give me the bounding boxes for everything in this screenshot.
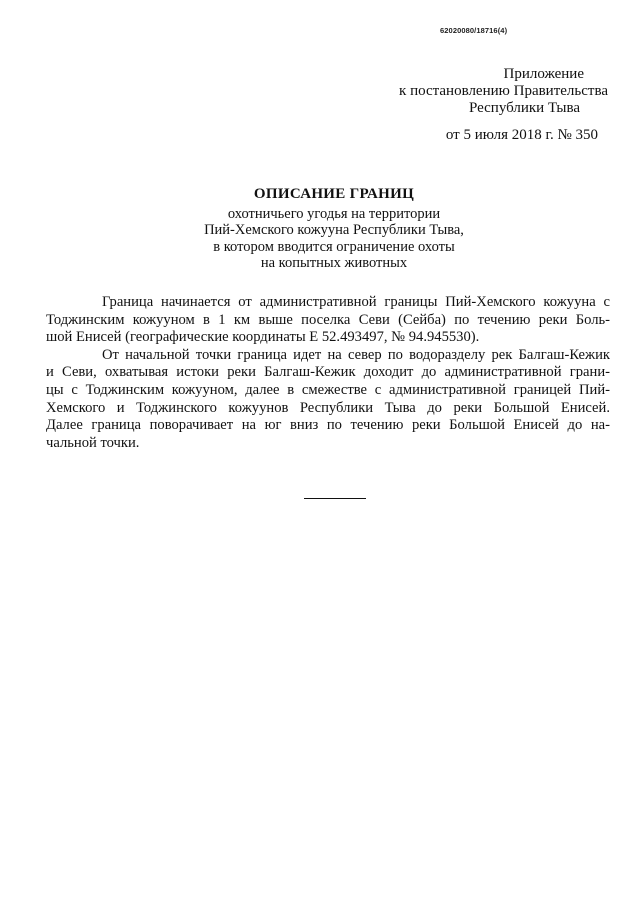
paragraph-line: и Севи, охватывая истоки реки Балгаш-Кежик доходит до административной грани- — [46, 364, 610, 381]
paragraph-line: От начальной точки граница идет на север по водоразделу рек Балгаш-Кежик — [102, 346, 610, 363]
paragraph-line: Граница начинается от административной границы Пий-Хемского кожууна с — [102, 294, 610, 310]
appendix-date: от 5 июля 2018 г. № 350 — [445, 127, 598, 143]
paragraph-line: шой Енисей (географические координаты Е 52.493497, № 94.945530). — [46, 329, 480, 346]
end-divider — [304, 498, 366, 499]
subtitle-line-3: в котором вводится ограничение охоты — [213, 238, 455, 255]
appendix-block — [308, 66, 608, 144]
title-block — [0, 186, 640, 272]
document-code: 62020080/18716(4) — [440, 26, 508, 35]
appendix-republic: Республики Тыва — [468, 100, 580, 116]
paragraph-1 — [46, 294, 610, 347]
appendix-label: Приложение — [503, 66, 584, 82]
paragraph-line: чальной точки. — [46, 434, 140, 451]
body-text — [46, 294, 610, 452]
subtitle-line-2: Пий-Хемского кожууна Республики Тыва, — [204, 222, 464, 238]
subtitle-line-1: охотничьего угодья на территории — [227, 205, 441, 222]
paragraph-line: Тоджинским кожууном в 1 км выше поселка Севи (Сейба) по течению реки Боль- — [46, 311, 610, 328]
subtitle-line-4: на копытных животных — [260, 255, 408, 271]
paragraph-line: Далее граница поворачивает на юг вниз по течению реки Большой Енисей до на- — [46, 417, 610, 434]
paragraph-line: цы с Тоджинским кожууном, далее в смежестве с административной границей Пий- — [46, 381, 610, 398]
document-title: ОПИСАНИЕ ГРАНИЦ — [253, 186, 415, 202]
paragraph-line: Хемского и Тоджинского кожуунов Республики Тыва до реки Большой Енисей. — [46, 399, 610, 416]
paragraph-2 — [46, 347, 610, 453]
appendix-resolution: к постановлению Правительства — [399, 83, 608, 99]
